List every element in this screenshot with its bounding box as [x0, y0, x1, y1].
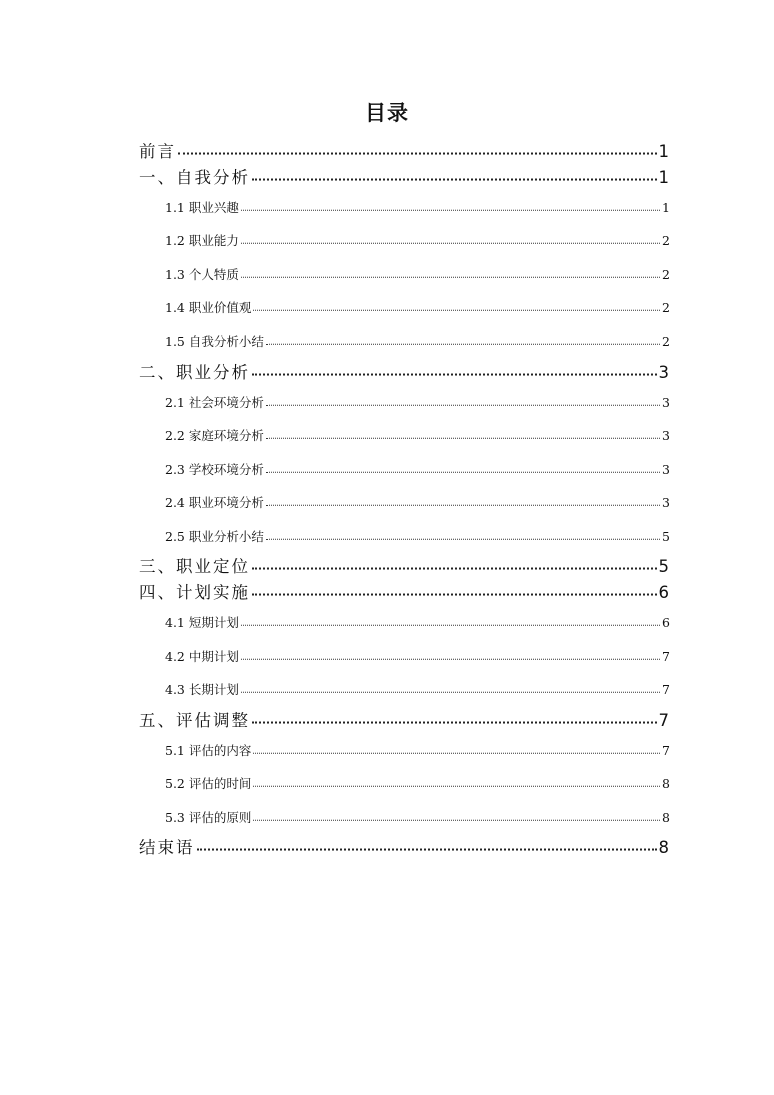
toc-dot-leader — [266, 467, 660, 473]
toc-entry-page-number: 3 — [662, 395, 670, 410]
toc-entry-page-number: 5 — [662, 529, 670, 544]
toc-dot-leader — [252, 366, 657, 375]
toc-entry-section[interactable] — [165, 231, 670, 249]
toc-entry-page-number: 1 — [658, 142, 669, 161]
toc-entry-page-number: 2 — [662, 334, 670, 349]
toc-entry-label: 2.1 社会环境分析 — [165, 395, 264, 410]
toc-dot-leader — [253, 748, 660, 754]
toc-dot-leader — [252, 714, 657, 723]
toc-entry-label: 4.2 中期计划 — [165, 649, 239, 664]
toc-entry-chapter[interactable] — [139, 359, 669, 383]
toc-entry-section[interactable] — [165, 198, 670, 216]
toc-entry-page-number: 3 — [662, 428, 670, 443]
toc-dot-leader — [252, 586, 657, 595]
toc-dot-leader — [266, 400, 660, 406]
toc-entry-chapter[interactable] — [139, 138, 669, 162]
toc-dot-leader — [241, 272, 660, 278]
toc-dot-leader — [178, 145, 657, 154]
toc-entry-page-number: 1 — [658, 168, 669, 187]
toc-entry-label: 5.1 评估的内容 — [165, 743, 252, 758]
toc-entry-page-number: 2 — [662, 300, 670, 315]
toc-entry-page-number: 8 — [662, 810, 670, 825]
toc-entry-label: 2.3 学校环境分析 — [165, 462, 264, 477]
toc-entry-label: 2.5 职业分析小结 — [165, 529, 264, 544]
toc-dot-leader — [266, 339, 660, 345]
toc-entry-section[interactable] — [165, 493, 670, 511]
toc-entry-page-number: 5 — [658, 557, 669, 576]
toc-entry-label: 1.4 职业价值观 — [165, 300, 252, 315]
toc-dot-leader — [241, 687, 660, 693]
toc-dot-leader — [266, 433, 660, 439]
toc-entry-label: 5.3 评估的原则 — [165, 810, 252, 825]
toc-entry-page-number: 7 — [662, 743, 670, 758]
toc-entry-label: 2.2 家庭环境分析 — [165, 428, 264, 443]
toc-entry-section[interactable] — [165, 808, 670, 826]
toc-entry-section[interactable] — [165, 527, 670, 545]
toc-entry-section[interactable] — [165, 680, 670, 698]
toc-entry-section[interactable] — [165, 426, 670, 444]
toc-dot-leader — [197, 841, 657, 850]
toc-entry-page-number: 3 — [658, 363, 669, 382]
toc-entry-label: 4.1 短期计划 — [165, 615, 239, 630]
toc-entry-section[interactable] — [165, 265, 670, 283]
toc-entry-page-number: 6 — [662, 615, 670, 630]
toc-entry-page-number: 7 — [662, 649, 670, 664]
toc-entry-page-number: 7 — [658, 711, 669, 730]
toc-entry-label: 五、评估调整 — [139, 711, 250, 730]
toc-entry-section[interactable] — [165, 460, 670, 478]
toc-entry-section[interactable] — [165, 332, 670, 350]
toc-entry-label: 1.2 职业能力 — [165, 233, 239, 248]
toc-dot-leader — [241, 238, 660, 244]
toc-entry-label: 1.3 个人特质 — [165, 267, 239, 282]
toc-entry-page-number: 1 — [662, 200, 670, 215]
toc-dot-leader — [266, 534, 660, 540]
toc-entry-page-number: 2 — [662, 233, 670, 248]
toc-entry-label: 1.1 职业兴趣 — [165, 200, 239, 215]
toc-dot-leader — [252, 171, 657, 180]
toc-entry-section[interactable] — [165, 298, 670, 316]
toc-title: 目录 — [365, 100, 409, 125]
toc-dot-leader — [241, 205, 660, 211]
toc-entry-chapter[interactable] — [139, 834, 669, 858]
toc-entry-label: 2.4 职业环境分析 — [165, 495, 264, 510]
toc-entry-label: 三、职业定位 — [139, 557, 250, 576]
toc-entry-label: 四、计划实施 — [139, 583, 250, 602]
toc-entry-chapter[interactable] — [139, 579, 669, 603]
toc-dot-leader — [252, 560, 657, 569]
toc-dot-leader — [241, 620, 660, 626]
toc-entry-chapter[interactable] — [139, 164, 669, 188]
toc-dot-leader — [266, 500, 660, 506]
toc-entry-section[interactable] — [165, 774, 670, 792]
toc-entry-page-number: 3 — [662, 495, 670, 510]
toc-entry-section[interactable] — [165, 647, 670, 665]
toc-entry-section[interactable] — [165, 613, 670, 631]
toc-entry-page-number: 3 — [662, 462, 670, 477]
toc-entry-section[interactable] — [165, 393, 670, 411]
toc-entry-label: 4.3 长期计划 — [165, 682, 239, 697]
toc-entry-label: 1.5 自我分析小结 — [165, 334, 264, 349]
toc-entry-label: 结束语 — [139, 838, 195, 857]
toc-entry-label: 5.2 评估的时间 — [165, 776, 252, 791]
toc-entry-page-number: 8 — [662, 776, 670, 791]
toc-entry-chapter[interactable] — [139, 707, 669, 731]
toc-entry-label: 一、自我分析 — [139, 168, 250, 187]
toc-dot-leader — [253, 305, 660, 311]
toc-entry-page-number: 2 — [662, 267, 670, 282]
toc-dot-leader — [253, 781, 660, 787]
toc-entry-page-number: 8 — [658, 838, 669, 857]
toc-entry-label: 二、职业分析 — [139, 363, 250, 382]
toc-entry-section[interactable] — [165, 741, 670, 759]
toc-entry-page-number: 7 — [662, 682, 670, 697]
toc-dot-leader — [253, 815, 660, 821]
toc-entry-chapter[interactable] — [139, 553, 669, 577]
toc-dot-leader — [241, 654, 660, 660]
toc-entry-page-number: 6 — [658, 583, 669, 602]
toc-entry-label: 前言 — [139, 142, 176, 161]
